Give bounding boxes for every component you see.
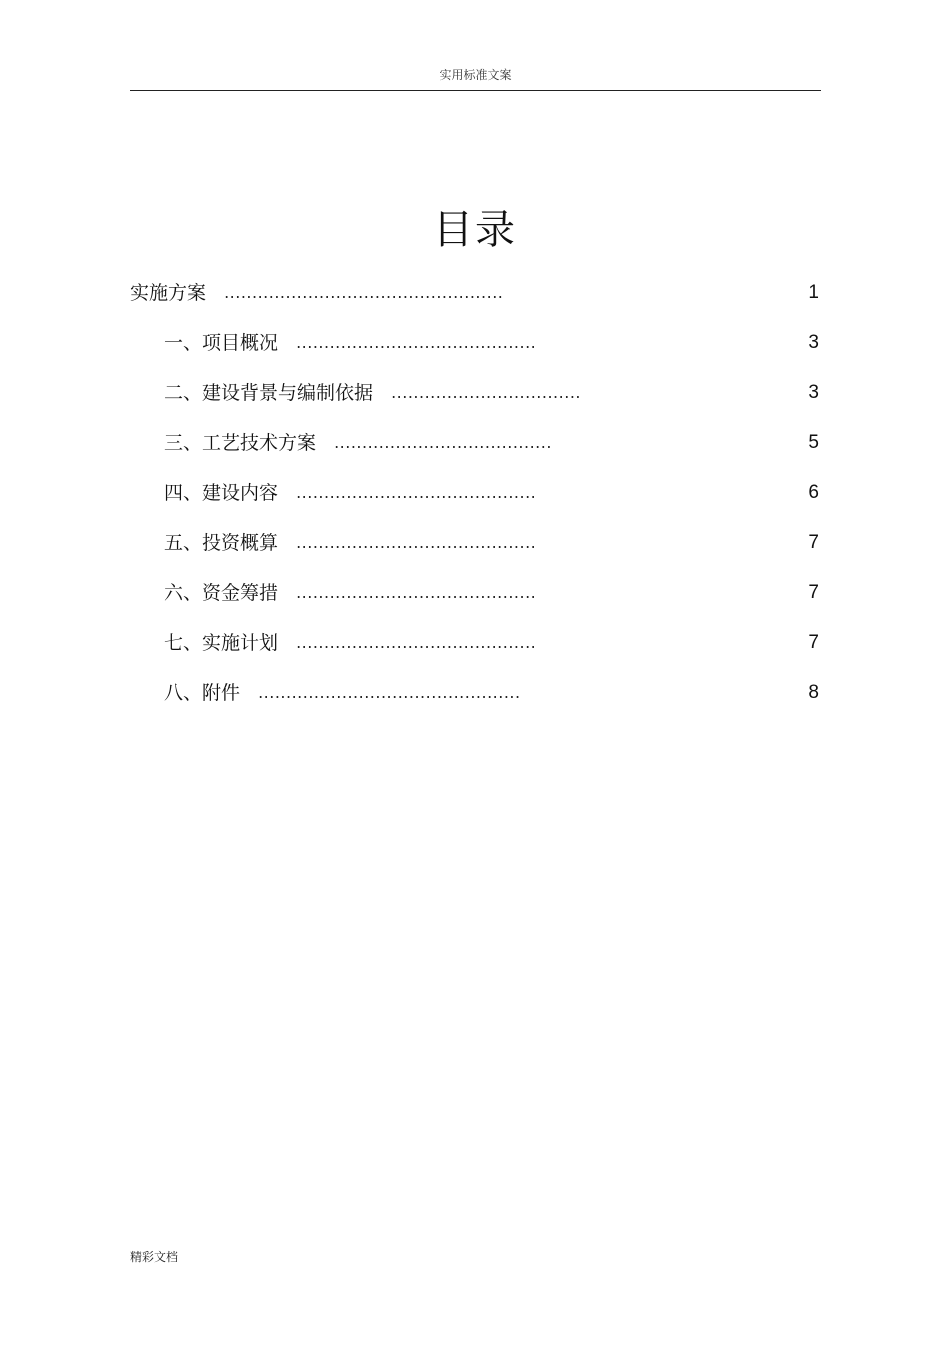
toc-entry-page-number: 5 xyxy=(808,432,819,453)
toc-entry-leader: ........................................... xyxy=(296,483,537,502)
toc-entry[interactable] xyxy=(130,630,821,680)
toc-entry-leader: ........................................... xyxy=(296,633,537,652)
page-header xyxy=(130,66,821,91)
footer-text: 精彩文档 xyxy=(130,1250,179,1264)
page-footer xyxy=(130,1248,178,1266)
toc-entry-leader: ........................................... xyxy=(296,533,537,552)
toc-entry[interactable] xyxy=(130,480,821,530)
toc-entry-page-number: 6 xyxy=(808,482,819,503)
toc-entry-page-number: 1 xyxy=(808,282,819,303)
toc-entry-leader: .................................................. xyxy=(224,283,504,302)
toc-entry[interactable] xyxy=(130,680,821,730)
toc-entry-leader: .................................. xyxy=(391,383,581,402)
toc-entry-label: 七、实施计划 xyxy=(164,632,279,654)
toc-entry-page-number: 7 xyxy=(808,532,819,553)
toc-entry-label: 六、资金筹措 xyxy=(164,582,279,604)
toc-entry-page-number: 8 xyxy=(808,682,819,703)
header-text: 实用标准文案 xyxy=(439,68,512,82)
toc-entry-leader: ........................................... xyxy=(296,583,537,602)
toc-entry-label: 一、项目概况 xyxy=(164,332,279,354)
toc-entry[interactable] xyxy=(130,280,821,330)
toc-entry-page-number: 7 xyxy=(808,632,819,653)
toc-entry[interactable] xyxy=(130,330,821,380)
toc-entry-label: 二、建设背景与编制依据 xyxy=(164,382,374,404)
toc-entry-label: 五、投资概算 xyxy=(164,532,279,554)
toc-entry[interactable] xyxy=(130,530,821,580)
toc-entry-page-number: 3 xyxy=(808,382,819,403)
toc-entry-leader: ........................................... xyxy=(296,333,537,352)
toc-entry-leader: ....................................... xyxy=(334,433,552,452)
toc-entry-leader: ............................................... xyxy=(258,683,521,702)
table-of-contents xyxy=(130,280,821,730)
toc-entry[interactable] xyxy=(130,380,821,430)
toc-entry-label: 四、建设内容 xyxy=(164,482,279,504)
toc-entry[interactable] xyxy=(130,430,821,480)
toc-entry-page-number: 3 xyxy=(808,332,819,353)
toc-entry-page-number: 7 xyxy=(808,582,819,603)
toc-title: 目录 xyxy=(433,207,517,253)
toc-entry-label: 三、工艺技术方案 xyxy=(164,432,317,454)
toc-entry-label: 八、附件 xyxy=(164,682,241,704)
toc-entry[interactable] xyxy=(130,580,821,630)
toc-entry-label: 实施方案 xyxy=(130,282,207,304)
